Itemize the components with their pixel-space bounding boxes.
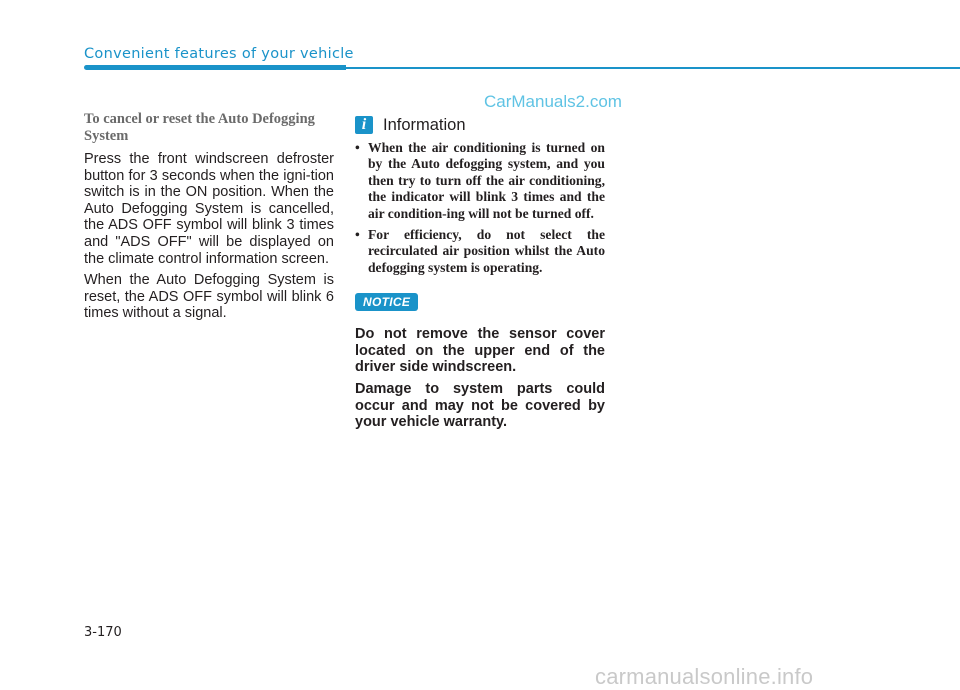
header-rule-thick	[84, 65, 346, 70]
bullet-text: When the air conditioning is turned on by the Auto defogging system, and you then try to turn off the air conditioning, the indicator will blink 3 times and the air condition-ing will not be turned off.	[368, 140, 605, 221]
info-header	[355, 114, 605, 136]
body-paragraph: When the Auto Defogging System is reset, the ADS OFF symbol will blink 6 times without a signal.	[84, 272, 334, 322]
page-number: 3-170	[84, 625, 122, 640]
subheading: To cancel or reset the Auto Defogging System	[84, 111, 315, 144]
bullet-glyph: •	[355, 227, 360, 243]
header-rule-thin	[346, 67, 960, 69]
info-bullet-list	[355, 140, 605, 276]
bullet-text: For efficiency, do not select the recirculated air position whilst the Auto defogging system is operating.	[368, 227, 605, 275]
watermark-bottom: carmanualsonline.info	[595, 664, 814, 689]
bullet-glyph: •	[355, 140, 360, 155]
watermark-top: CarManuals2.com	[484, 92, 622, 111]
notice-badge: NOTICE	[355, 293, 418, 311]
section-title: Convenient features of your vehicle	[84, 46, 354, 62]
list-item	[355, 227, 605, 276]
info-icon: i	[355, 116, 373, 134]
left-column	[84, 111, 334, 327]
notice-paragraph: Damage to system parts could occur and may not be covered by your vehicle warranty.	[355, 381, 605, 431]
notice-paragraph: Do not remove the sensor cover located on the upper end of the driver side windscreen.	[355, 326, 605, 376]
body-paragraph: Press the front windscreen defroster button for 3 seconds when the igni-tion switch is in the ON position. When the Auto Defogging System is cancelled, the ADS OFF symbol will blink 3 times and "ADS OFF" will be displayed on the climate control information screen.	[84, 151, 334, 267]
list-item	[355, 140, 605, 222]
info-title: Information	[383, 115, 466, 134]
right-column	[355, 114, 605, 436]
